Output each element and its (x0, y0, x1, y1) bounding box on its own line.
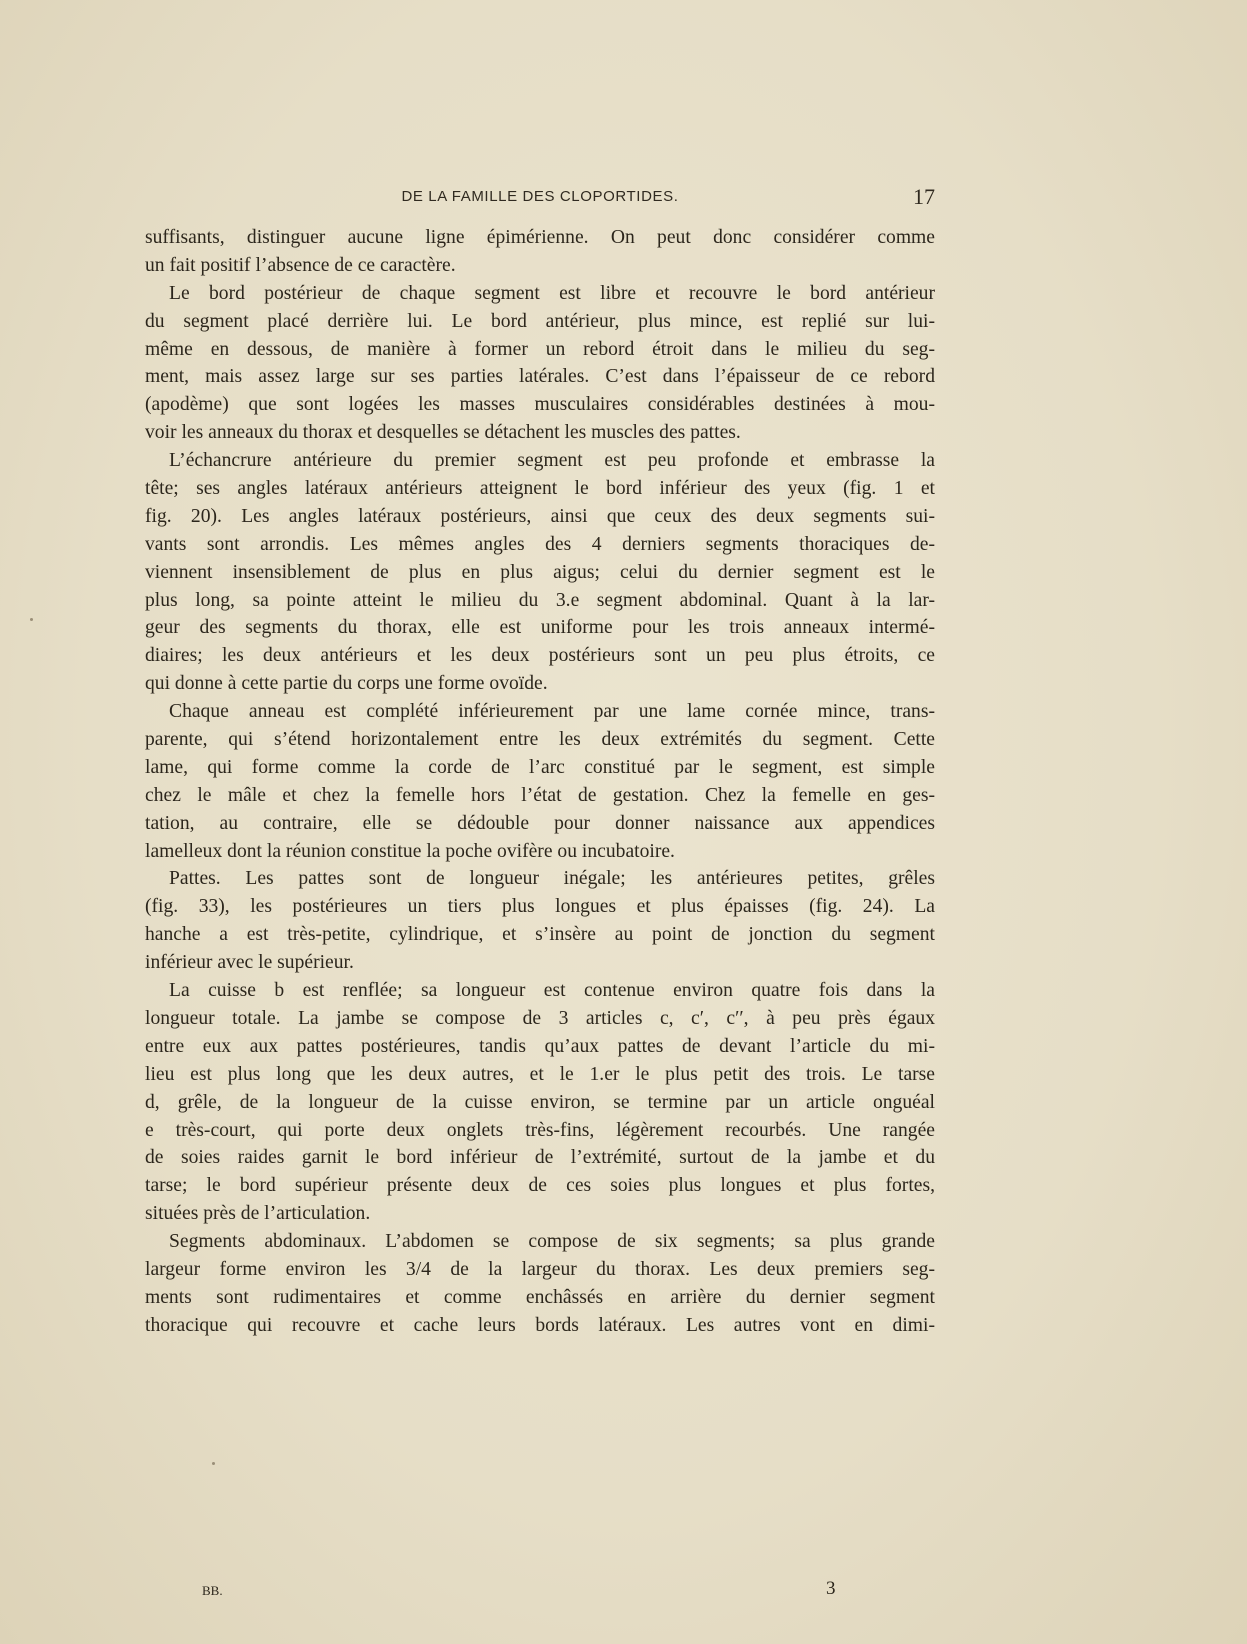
page-header (145, 184, 935, 212)
text-line: vants sont arrondis. Les mêmes angles des 4 derniers segments thoraciques de- (145, 533, 935, 555)
text-line: du segment placé derrière lui. Le bord antérieur, plus mince, est replié sur lui- (145, 310, 935, 332)
text-line: Le bord postérieur de chaque segment est libre et recouvre le bord antérieur (169, 282, 935, 304)
text-line: La cuisse b est renflée; sa longueur est contenue environ quatre fois dans la (169, 980, 935, 1002)
text-line: (apodème) que sont logées les masses musculaires considérables destinées à mou- (145, 394, 935, 416)
text-line: inférieur avec le supérieur. (145, 952, 354, 974)
text-line: situées près de l’articulation. (145, 1203, 371, 1225)
running-title: DE LA FAMILLE DES CLOPORTIDES. (401, 188, 679, 205)
text-line: plus long, sa pointe atteint le milieu du 3.e segment abdominal. Quant à la lar- (145, 589, 935, 611)
signature-mark: BB. (202, 1583, 223, 1598)
text-line: Chaque anneau est complété inférieurement par une lame cornée mince, trans- (169, 701, 935, 723)
text-line: qui donne à cette partie du corps une forme ovoïde. (145, 673, 548, 695)
text-line: diaires; les deux antérieurs et les deux postérieurs sont un peu plus étroits, ce (145, 645, 935, 667)
text-line: d, grêle, de la longueur de la cuisse environ, se termine par un article onguéal (145, 1091, 935, 1113)
text-line: entre eux aux pattes postérieures, tandis qu’aux pattes de devant l’article du mi- (145, 1035, 935, 1057)
text-line: parente, qui s’étend horizontalement entre les deux extrémités du segment. Cette (145, 729, 935, 751)
text-line: suffisants, distinguer aucune ligne épimérienne. On peut donc considérer comme (145, 227, 935, 248)
paper-speck (212, 1462, 215, 1465)
sheet-number: 3 (826, 1578, 836, 1599)
text-line: tête; ses angles latéraux antérieurs atteignent le bord inférieur des yeux (fig. 1 et (145, 478, 935, 500)
text-line: chez le mâle et chez la femelle hors l’état de gestation. Chez la femelle en ges- (145, 784, 935, 806)
text-line: Segments abdominaux. L’abdomen se compose de six segments; sa plus grande (169, 1231, 935, 1253)
text-line: un fait positif l’absence de ce caractère. (145, 254, 456, 276)
text-line: lamelleux dont la réunion constitue la poche ovifère ou incubatoire. (145, 840, 675, 862)
text-line: tation, au contraire, elle se dédouble pour donner naissance aux appendices (145, 812, 935, 834)
body-text (145, 224, 935, 1340)
text-line: viennent insensiblement de plus en plus aigus; celui du dernier segment est le (145, 561, 935, 583)
text-line: geur des segments du thorax, elle est uniforme pour les trois anneaux intermé- (145, 617, 935, 639)
text-line: e très-court, qui porte deux onglets très-fins, légèrement recourbés. Une rangée (145, 1119, 935, 1141)
text-line: L’échancrure antérieure du premier segment est peu profonde et embrasse la (169, 450, 935, 472)
text-line: longueur totale. La jambe se compose de 3 articles c, c′, c′′, à peu près égaux (145, 1007, 935, 1029)
text-line: de soies raides garnit le bord inférieur de l’extrémité, surtout de la jambe et du (145, 1147, 935, 1169)
text-line: lame, qui forme comme la corde de l’arc constitué par le segment, est simple (145, 756, 935, 778)
text-line: même en dessous, de manière à former un rebord étroit dans le milieu du seg- (145, 338, 935, 360)
text-line: ments sont rudimentaires et comme enchâssés en arrière du dernier segment (145, 1286, 935, 1308)
page-number: 17 (913, 184, 935, 209)
text-line: voir les anneaux du thorax et desquelles se détachent les muscles des pattes. (145, 422, 741, 444)
text-line: ment, mais assez large sur ses parties latérales. C’est dans l’épaisseur de ce rebord (145, 366, 935, 388)
text-line: lieu est plus long que les deux autres, et le 1.er le plus petit des trois. Le tarse (145, 1063, 935, 1085)
text-line: tarse; le bord supérieur présente deux de ces soies plus longues et plus fortes, (145, 1175, 935, 1197)
text-line: hanche a est très-petite, cylindrique, et s’insère au point de jonction du segment (145, 924, 935, 946)
paper-speck (30, 618, 33, 621)
text-line: largeur forme environ les 3/4 de la largeur du thorax. Les deux premiers seg- (145, 1258, 935, 1280)
text-line: Pattes. Les pattes sont de longueur inégale; les antérieures petites, grêles (169, 868, 935, 890)
text-line: fig. 20). Les angles latéraux postérieurs, ainsi que ceux des deux segments sui- (145, 505, 935, 527)
text-line: thoracique qui recouvre et cache leurs bords latéraux. Les autres vont en dimi- (145, 1314, 935, 1336)
text-line: (fig. 33), les postérieures un tiers plus longues et plus épaisses (fig. 24). La (145, 896, 935, 918)
